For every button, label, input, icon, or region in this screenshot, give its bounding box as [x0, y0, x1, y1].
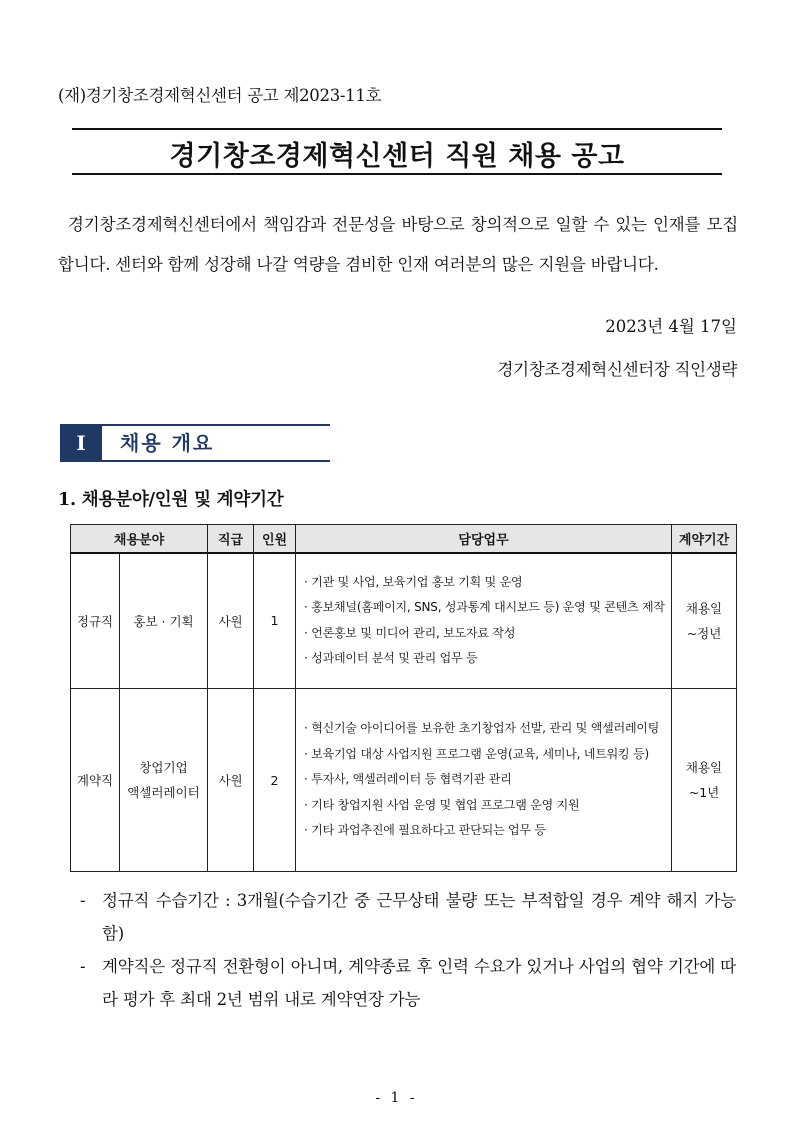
duty-item: · 혁신기술 아이디어를 보유한 초기창업자 선발, 관리 및 액셀러레이팅	[300, 716, 665, 742]
header-field: 채용분야	[71, 525, 208, 553]
header-rank: 직급	[208, 525, 254, 553]
section-title: 채용 개요	[102, 424, 330, 462]
header-period: 계약기간	[672, 525, 737, 553]
contract-period	[672, 689, 737, 872]
job-duties	[296, 553, 672, 689]
subsection-title: 1. 채용분야/인원 및 계약기간	[58, 490, 284, 510]
job-field	[120, 689, 208, 872]
header-headcount: 인원	[254, 525, 296, 553]
period-start: 채용일	[685, 760, 723, 775]
section-heading	[60, 424, 312, 462]
duty-item: · 투자사, 액셀러레이터 등 협력기관 관리	[300, 767, 665, 793]
duty-item: · 기관 및 사업, 보육기업 홍보 기획 및 운영	[300, 570, 665, 596]
page-title: 경기창조경제혁신센터 직원 채용 공고	[169, 141, 625, 172]
period-end: ~정년	[686, 625, 722, 641]
job-rank: 사원	[208, 553, 254, 689]
duty-item: · 기타 과업추진에 필요하다고 판단되는 업무 등	[300, 818, 665, 844]
table-header-row	[71, 525, 737, 553]
job-field: 홍보 · 기획	[120, 553, 208, 689]
duty-item: · 성과데이터 분석 및 관리 업무 등	[300, 646, 665, 672]
employment-type: 정규직	[71, 553, 120, 689]
signer: 경기창조경제혁신센터장 직인생략	[497, 360, 737, 379]
job-rank: 사원	[208, 689, 254, 872]
duty-item: · 홍보채널(홈페이지, SNS, 성과통계 대시보드 등) 운영 및 콘텐츠 제작	[300, 595, 665, 621]
job-field-line: 액셀러레이터	[127, 785, 200, 800]
job-duties	[296, 689, 672, 872]
duty-item: · 기타 창업지원 사업 운영 및 협업 프로그램 운영 지원	[300, 793, 665, 819]
note-item: - 정규직 수습기간 : 3개월(수습기간 중 근무상태 불량 또는 부적합일 경우 계약 해지 가능함)	[80, 884, 736, 950]
announcement-date: 2023년 4월 17일	[605, 317, 737, 336]
recruitment-table	[70, 524, 737, 872]
intro-paragraph: 경기창조경제혁신센터에서 책임감과 전문성을 바탕으로 창의적으로 일할 수 있는 인재를 모집합니다. 센터와 함께 성장해 나갈 역량을 겸비한 인재 여러분의 많은 지원을 바랍니다.	[58, 215, 738, 274]
employment-type: 계약직	[71, 689, 120, 872]
period-start: 채용일	[685, 600, 723, 616]
section-number: I	[60, 424, 102, 462]
header-duties: 담당업무	[296, 525, 672, 553]
table-row	[71, 553, 737, 689]
page-number: - 1 -	[375, 1090, 418, 1106]
job-field-line: 창업기업	[139, 760, 188, 775]
duty-item: · 언론홍보 및 미디어 관리, 보도자료 작성	[300, 621, 665, 647]
duty-item: · 보육기업 대상 사업지원 프로그램 운영(교육, 세미나, 네트워킹 등)	[300, 742, 665, 768]
period-end: ~1년	[688, 785, 720, 800]
notes-list	[80, 884, 736, 1016]
job-headcount: 2	[254, 689, 296, 872]
contract-period	[672, 553, 737, 689]
table-row	[71, 689, 737, 872]
note-item: - 계약직은 정규직 전환형이 아니며, 계약종료 후 인력 수요가 있거나 사업의 협약 기간에 따라 평가 후 최대 2년 범위 내로 계약연장 가능	[80, 950, 736, 1016]
title-rule-bottom	[72, 173, 722, 175]
job-headcount: 1	[254, 553, 296, 689]
title-rule-top	[72, 128, 722, 130]
notice-number: (재)경기창조경제혁신센터 공고 제2023-11호	[58, 86, 382, 105]
